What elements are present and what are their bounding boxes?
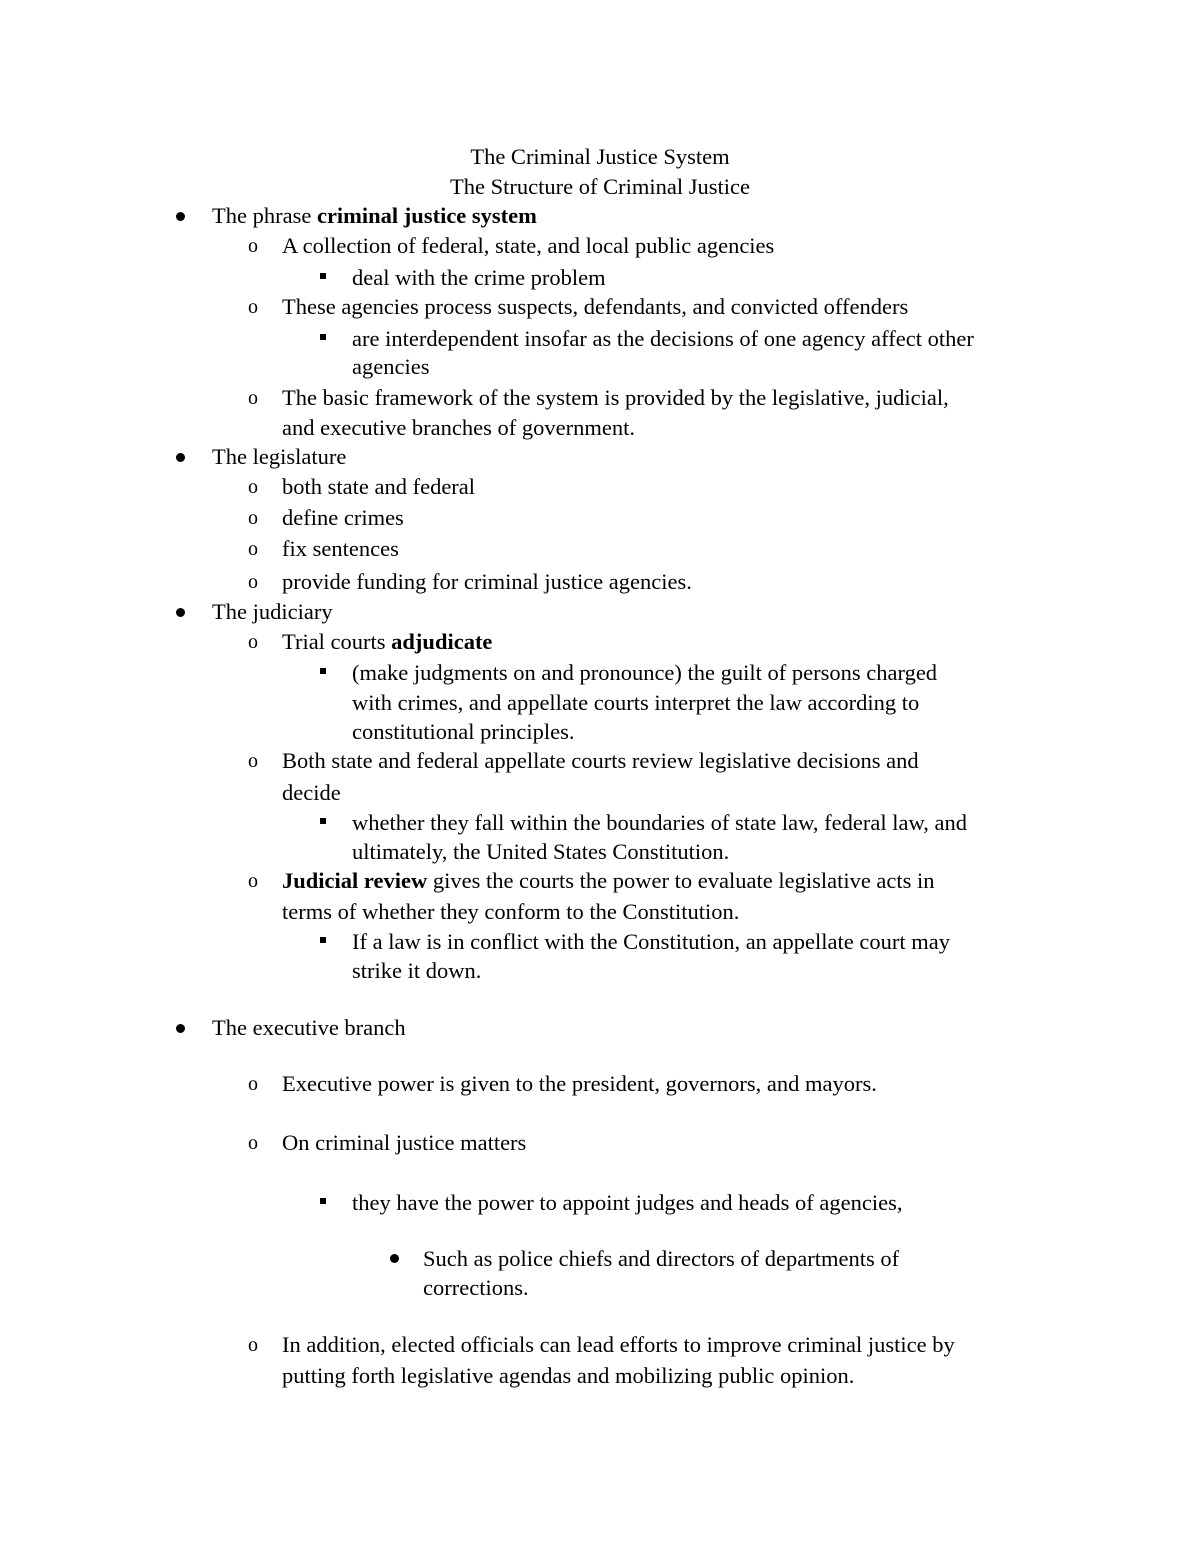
bullet-circle-marker: o xyxy=(248,296,258,318)
bullet-square-marker xyxy=(320,273,326,279)
outline-item-appoint: they have the power to appoint judges and heads of agencies, xyxy=(352,1190,903,1215)
outline-item-conflict-l1: If a law is in conflict with the Constitution, an appellate court may xyxy=(352,929,950,954)
adjudicate-bold-term: adjudicate xyxy=(391,629,493,654)
outline-item-crime-problem: deal with the crime problem xyxy=(352,265,606,290)
outline-item-judicial-review-l2: terms of whether they conform to the Constitution. xyxy=(282,899,740,924)
outline-item-boundaries-l1: whether they fall within the boundaries of state law, federal law, and xyxy=(352,810,967,835)
outline-item-police-chiefs-l1: Such as police chiefs and directors of departments of xyxy=(423,1246,900,1271)
outline-item-legislature-2: define crimes xyxy=(282,505,404,530)
outline-item-agencies: A collection of federal, state, and local public agencies xyxy=(282,233,775,258)
bullet-disc-marker xyxy=(176,453,185,462)
outline-item-interdependent-l2: agencies xyxy=(352,354,430,379)
bullet-disc-marker xyxy=(176,212,185,221)
bullet-square-marker xyxy=(320,334,326,340)
outline-item-framework-l1: The basic framework of the system is provided by the legislative, judicial, xyxy=(282,385,949,410)
outline-item-conflict-l2: strike it down. xyxy=(352,958,482,983)
bullet-square-marker xyxy=(320,818,326,824)
bullet-disc-marker xyxy=(176,1024,185,1033)
trial-courts-text: Trial courts xyxy=(282,629,392,654)
judicial-review-bold-term: Judicial review xyxy=(282,868,428,893)
outline-item-judiciary: The judiciary xyxy=(212,599,333,624)
outline-item-guilt-l3: constitutional principles. xyxy=(352,719,575,744)
outline-item-judicial-review-l1 xyxy=(282,866,935,896)
outline-item-executive: The executive branch xyxy=(212,1015,406,1040)
bullet-circle-marker: o xyxy=(248,1334,258,1356)
outline-item-legislature: The legislature xyxy=(212,444,347,469)
outline-item-legislature-4: provide funding for criminal justice agencies. xyxy=(282,569,692,594)
bullet-circle-marker: o xyxy=(248,476,258,498)
outline-item-appellate-l1: Both state and federal appellate courts review legislative decisions and xyxy=(282,748,919,773)
bullet-circle-marker: o xyxy=(248,507,258,529)
bullet-circle-marker: o xyxy=(248,870,258,892)
bullet-disc-marker xyxy=(390,1254,399,1263)
bullet-square-marker xyxy=(320,1198,326,1204)
outline-item-executive-power: Executive power is given to the president, governors, and mayors. xyxy=(282,1071,877,1096)
bullet-square-marker xyxy=(320,668,326,674)
bullet-circle-marker: o xyxy=(248,571,258,593)
outline-item-legislature-1: both state and federal xyxy=(282,474,476,499)
bullet-circle-marker: o xyxy=(248,235,258,257)
bullet-circle-marker: o xyxy=(248,1132,258,1154)
outline-item-boundaries-l2: ultimately, the United States Constitution. xyxy=(352,839,730,864)
bullet-circle-marker: o xyxy=(248,1073,258,1095)
bullet-disc-marker xyxy=(176,608,185,617)
bullet-circle-marker: o xyxy=(248,631,258,653)
outline-item-criminal-matters: On criminal justice matters xyxy=(282,1130,527,1155)
bullet-circle-marker: o xyxy=(248,538,258,560)
outline-item-elected-officials-l2: putting forth legislative agendas and mobilizing public opinion. xyxy=(282,1363,855,1388)
outline-item-guilt-l1: (make judgments on and pronounce) the guilt of persons charged xyxy=(352,660,938,685)
outline-item-appellate-l2: decide xyxy=(282,780,341,805)
outline-item-guilt-l2: with crimes, and appellate courts interpret the law according to xyxy=(352,690,920,715)
judicial-review-text: gives the courts the power to evaluate legislative acts in xyxy=(427,868,935,893)
outline-item-legislature-3: fix sentences xyxy=(282,536,399,561)
outline-item-framework-l2: and executive branches of government. xyxy=(282,415,635,440)
outline-item-elected-officials-l1: In addition, elected officials can lead efforts to improve criminal justice by xyxy=(282,1332,955,1357)
phrase-text: The phrase xyxy=(212,203,317,228)
phrase-bold-term: criminal justice system xyxy=(316,203,537,228)
outline-item-police-chiefs-l2: corrections. xyxy=(423,1275,529,1300)
outline-item-trial-courts xyxy=(282,627,492,657)
bullet-square-marker xyxy=(320,937,326,943)
bullet-circle-marker: o xyxy=(248,387,258,409)
bullet-circle-marker: o xyxy=(248,750,258,772)
document-subtitle: The Structure of Criminal Justice xyxy=(450,174,750,199)
outline-item-process: These agencies process suspects, defendants, and convicted offenders xyxy=(282,294,909,319)
outline-item-phrase xyxy=(212,201,537,231)
document-title: The Criminal Justice System xyxy=(470,144,730,169)
outline-item-interdependent-l1: are interdependent insofar as the decisions of one agency affect other xyxy=(352,326,974,351)
